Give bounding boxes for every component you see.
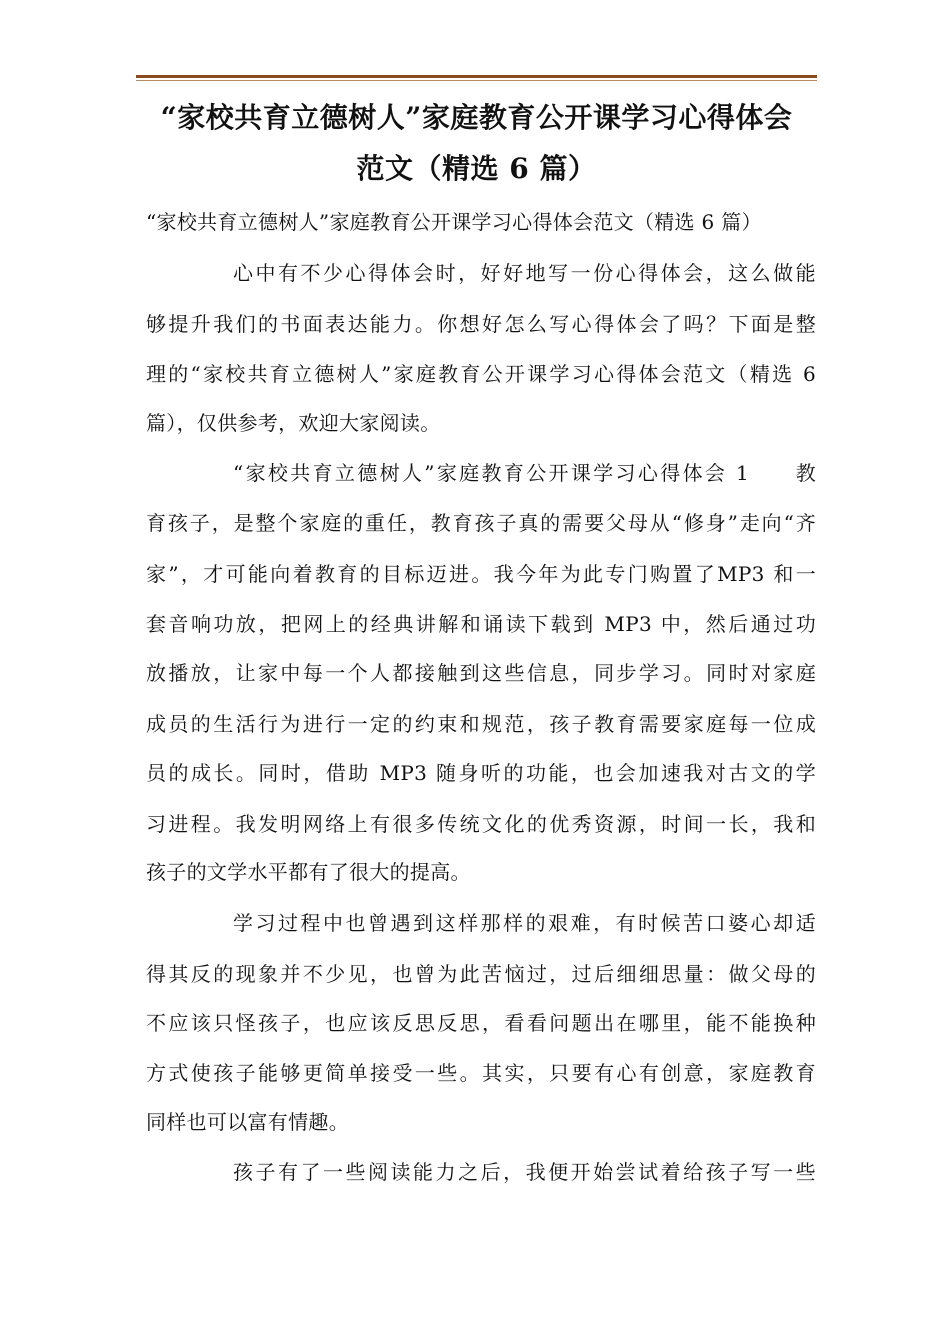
paragraph-line: 育孩子，是整个家庭的重任，教育孩子真的需要父母从“修身”走向“齐 [146, 511, 816, 535]
paragraph-line: 理的“家校共育立德树人”家庭教育公开课学习心得体会范文（精选 6 [146, 362, 816, 386]
paragraph-line: “家校共育立德树人”家庭教育公开课学习心得体会 1 教 [233, 461, 816, 485]
paragraph-line: 员的成长。同时，借助 MP3 随身听的功能，也会加速我对古文的学 [146, 761, 816, 785]
paragraph-line: 套音响功放，把网上的经典讲解和诵读下载到 MP3 中，然后通过功 [146, 612, 816, 636]
paragraph-line: 心中有不少心得体会时，好好地写一份心得体会，这么做能 [233, 261, 816, 285]
paragraph-line: 习进程。我发明网络上有很多传统文化的优秀资源，时间一长，我和 [146, 812, 816, 836]
paragraph-line: 方式使孩子能够更简单接受一些。其实，只要有心有创意，家庭教育 [146, 1061, 816, 1085]
paragraph-line: 不应该只怪孩子，也应该反思反思，看看问题出在哪里，能不能换种 [146, 1011, 816, 1035]
header-rule-thin [136, 80, 817, 81]
subtitle-line: “家校共育立德树人”家庭教育公开课学习心得体会范文（精选 6 篇） [146, 210, 762, 234]
paragraph-line: 成员的生活行为进行一定的约束和规范，孩子教育需要家庭每一位成 [146, 712, 816, 736]
paragraph-line: 学习过程中也曾遇到这样那样的艰难，有时候苦口婆心却适 [233, 911, 816, 935]
paragraph-line: 同样也可以富有情趣。 [146, 1110, 349, 1134]
paragraph-line: 孩子的文学水平都有了很大的提高。 [146, 860, 471, 884]
header-rule [136, 75, 817, 78]
paragraph-line: 得其反的现象并不少见，也曾为此苦恼过，过后细细思量：做父母的 [146, 962, 816, 986]
document-title-line-2: 范文（精选 6 篇） [356, 152, 597, 185]
document-title-line-1: “家校共育立德树人”家庭教育公开课学习心得体会 [160, 101, 793, 134]
paragraph-line: 孩子有了一些阅读能力之后，我便开始尝试着给孩子写一些 [233, 1160, 816, 1184]
paragraph-line: 够提升我们的书面表达能力。你想好怎么写心得体会了吗？下面是整 [146, 312, 816, 336]
paragraph-line: 篇），仅供参考，欢迎大家阅读。 [146, 411, 441, 435]
paragraph-line: 家”，才可能向着教育的目标迈进。我今年为此专门购置了MP3 和一 [146, 562, 816, 586]
paragraph-line: 放播放，让家中每一个人都接触到这些信息，同步学习。同时对家庭 [146, 661, 816, 685]
